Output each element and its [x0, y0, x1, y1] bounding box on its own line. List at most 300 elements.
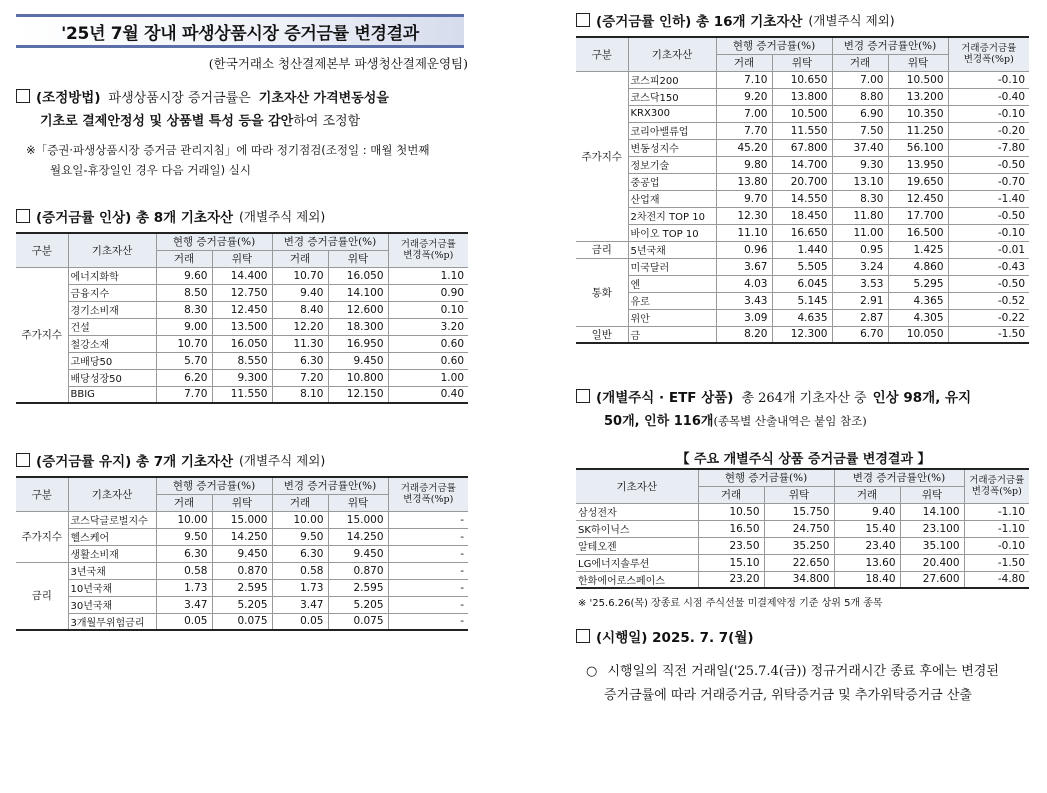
current-trust-cell: 15.000 [212, 511, 272, 528]
delta-cell: - [388, 613, 468, 630]
table-header-row [16, 477, 468, 494]
current-trust-cell: 10.650 [772, 71, 832, 88]
current-trust-cell: 1.440 [772, 241, 832, 258]
current-trust-cell: 67.800 [772, 139, 832, 156]
delta-cell: -0.10 [948, 224, 1029, 241]
changed-trust-cell: 12.150 [328, 386, 388, 403]
changed-trust-cell: 5.295 [888, 275, 948, 292]
delta-cell: 0.60 [388, 335, 468, 352]
document-subtitle: (한국거래소 청산결제본부 파생청산결제운영팀) [208, 56, 468, 71]
changed-trust-cell: 2.595 [328, 579, 388, 596]
changed-trade-cell: 3.53 [832, 275, 888, 292]
decrease-table [576, 36, 1029, 344]
changed-trade-cell: 13.60 [834, 554, 900, 571]
table-row [576, 292, 1029, 309]
changed-trust-cell: 12.600 [328, 301, 388, 318]
current-trade-cell: 9.80 [716, 156, 772, 173]
changed-trade-cell: 7.00 [832, 71, 888, 88]
asset-name-cell: 산업재 [628, 190, 716, 207]
effective-text-2: 증거금률에 따라 거래증거금, 위탁증거금 및 추가위탁증거금 산출 [604, 688, 972, 703]
changed-trade-cell: 7.20 [272, 369, 328, 386]
bullet-circle-icon: ○ [586, 664, 598, 679]
header-changed-trust: 위탁 [328, 494, 388, 511]
current-trade-cell: 9.50 [156, 528, 212, 545]
table-row [576, 571, 1029, 588]
asset-name-cell: 30년국채 [68, 596, 156, 613]
header-changed-trade: 거래 [832, 54, 888, 71]
header-category: 구분 [576, 37, 628, 71]
asset-name-cell: 3개월무위험금리 [68, 613, 156, 630]
changed-trust-cell: 15.000 [328, 511, 388, 528]
changed-trade-cell: 9.40 [272, 284, 328, 301]
changed-trust-cell: 14.100 [328, 284, 388, 301]
changed-trade-cell: 2.91 [832, 292, 888, 309]
stocks-text-2-bold: 50개, 인하 116개 [604, 414, 714, 429]
asset-name-cell: 5년국채 [628, 241, 716, 258]
header-changed-rate: 변경 증거금률안(%) [832, 37, 948, 54]
table-row [576, 554, 1029, 571]
asset-name-cell: 정보기술 [628, 156, 716, 173]
table-row [576, 537, 1029, 554]
asset-name-cell: LG에너지솔루션 [576, 554, 698, 571]
changed-trust-cell: 18.300 [328, 318, 388, 335]
current-trade-cell: 3.43 [716, 292, 772, 309]
delta-cell: - [388, 579, 468, 596]
changed-trust-cell: 17.700 [888, 207, 948, 224]
table-row [576, 105, 1029, 122]
current-trust-cell: 34.800 [764, 571, 834, 588]
stocks-footnote: ※ '25.6.26(목) 장종료 시점 주식선물 미결제약정 기준 상위 5개 종목 [578, 598, 883, 609]
method-text-1: 파생상품시장 증거금률은 [108, 90, 251, 106]
changed-trade-cell: 10.70 [272, 267, 328, 284]
current-trade-cell: 8.50 [156, 284, 212, 301]
asset-name-cell: 유로 [628, 292, 716, 309]
changed-trust-cell: 0.870 [328, 562, 388, 579]
delta-cell: -1.50 [948, 326, 1029, 343]
asset-name-cell: 코리아밸류업 [628, 122, 716, 139]
delta-cell: -0.50 [948, 275, 1029, 292]
asset-name-cell: 10년국채 [68, 579, 156, 596]
delta-cell: -1.10 [964, 520, 1029, 537]
header-current-trust: 위탁 [212, 250, 272, 267]
current-trust-cell: 8.550 [212, 352, 272, 369]
current-trust-cell: 12.450 [212, 301, 272, 318]
delta-cell: 3.20 [388, 318, 468, 335]
changed-trust-cell: 0.075 [328, 613, 388, 630]
table-row [576, 207, 1029, 224]
changed-trade-cell: 0.95 [832, 241, 888, 258]
table-row [576, 309, 1029, 326]
current-trade-cell: 10.00 [156, 511, 212, 528]
asset-name-cell: 배당성장50 [68, 369, 156, 386]
effective-text-1: 시행일의 직전 거래일('25.7.4(금)) 정규거래시간 종료 후에는 변경된 [607, 664, 999, 679]
asset-name-cell: 헬스케어 [68, 528, 156, 545]
current-trade-cell: 8.20 [716, 326, 772, 343]
asset-name-cell: 알테오젠 [576, 537, 698, 554]
current-trust-cell: 11.550 [772, 122, 832, 139]
changed-trade-cell: 11.00 [832, 224, 888, 241]
table-header-row [16, 233, 468, 250]
current-trade-cell: 0.05 [156, 613, 212, 630]
changed-trade-cell: 10.00 [272, 511, 328, 528]
header-changed-trade: 거래 [834, 486, 900, 503]
current-trade-cell: 4.03 [716, 275, 772, 292]
current-trade-cell: 8.30 [156, 301, 212, 318]
delta-cell: -1.10 [964, 503, 1029, 520]
current-trade-cell: 3.47 [156, 596, 212, 613]
current-trade-cell: 7.10 [716, 71, 772, 88]
changed-trust-cell: 27.600 [900, 571, 964, 588]
header-current-rate: 현행 증거금률(%) [156, 477, 272, 494]
table-row [16, 511, 468, 528]
delta-cell: -0.10 [948, 71, 1029, 88]
method-section [16, 86, 389, 106]
asset-name-cell: KRX300 [628, 105, 716, 122]
current-trust-cell: 12.300 [772, 326, 832, 343]
delta-cell: - [388, 511, 468, 528]
checkbox-square-icon [576, 13, 590, 27]
current-trust-cell: 9.300 [212, 369, 272, 386]
header-current-trade: 거래 [716, 54, 772, 71]
current-trust-cell: 14.400 [212, 267, 272, 284]
changed-trust-cell: 4.305 [888, 309, 948, 326]
current-trade-cell: 15.10 [698, 554, 764, 571]
current-trade-cell: 16.50 [698, 520, 764, 537]
changed-trust-cell: 12.450 [888, 190, 948, 207]
header-current-trust: 위탁 [772, 54, 832, 71]
header-changed-trust: 위탁 [888, 54, 948, 71]
delta-cell: -0.40 [948, 88, 1029, 105]
changed-trade-cell: 0.58 [272, 562, 328, 579]
table-row [16, 613, 468, 630]
asset-name-cell: 금 [628, 326, 716, 343]
header-current-trust: 위탁 [764, 486, 834, 503]
maintain-section-heading [16, 450, 325, 470]
header-changed-rate: 변경 증거금률안(%) [272, 233, 388, 250]
method-text-2: 하여 조정함 [293, 114, 361, 129]
changed-trade-cell: 2.87 [832, 309, 888, 326]
changed-trade-cell: 15.40 [834, 520, 900, 537]
current-trade-cell: 23.20 [698, 571, 764, 588]
current-trust-cell: 22.650 [764, 554, 834, 571]
delta-cell: -0.52 [948, 292, 1029, 309]
changed-trade-cell: 8.30 [832, 190, 888, 207]
header-changed-trade: 거래 [272, 250, 328, 267]
table-row [16, 579, 468, 596]
changed-trust-cell: 4.365 [888, 292, 948, 309]
table-row [16, 528, 468, 545]
delta-cell: -7.80 [948, 139, 1029, 156]
header-changed-trust: 위탁 [328, 250, 388, 267]
current-trust-cell: 16.050 [212, 335, 272, 352]
stocks-heading: (개별주식 · ETF 상품) [596, 390, 734, 406]
current-trade-cell: 6.30 [156, 545, 212, 562]
delta-cell: -0.43 [948, 258, 1029, 275]
current-trust-cell: 16.650 [772, 224, 832, 241]
current-trust-cell: 35.250 [764, 537, 834, 554]
delta-cell: -0.10 [948, 105, 1029, 122]
current-trust-cell: 11.550 [212, 386, 272, 403]
asset-name-cell: BBIG [68, 386, 156, 403]
delta-cell: 0.60 [388, 352, 468, 369]
changed-trade-cell: 1.73 [272, 579, 328, 596]
current-trade-cell: 10.70 [156, 335, 212, 352]
effective-section-heading [576, 626, 754, 646]
delta-cell: -0.20 [948, 122, 1029, 139]
increase-heading: (증거금률 인상) 총 8개 기초자산 [36, 210, 234, 226]
changed-trade-cell: 8.40 [272, 301, 328, 318]
current-trade-cell: 3.67 [716, 258, 772, 275]
header-current-trade: 거래 [156, 494, 212, 511]
changed-trade-cell: 6.70 [832, 326, 888, 343]
current-trust-cell: 20.700 [772, 173, 832, 190]
changed-trust-cell: 1.425 [888, 241, 948, 258]
changed-trust-cell: 10.500 [888, 71, 948, 88]
changed-trust-cell: 35.100 [900, 537, 964, 554]
current-trust-cell: 5.145 [772, 292, 832, 309]
table-header-row [576, 37, 1029, 54]
current-trust-cell: 15.750 [764, 503, 834, 520]
header-delta [388, 477, 468, 511]
asset-name-cell: 미국달러 [628, 258, 716, 275]
category-cell: 금리 [576, 241, 628, 258]
changed-trust-cell: 16.950 [328, 335, 388, 352]
delta-cell: -4.80 [964, 571, 1029, 588]
header-asset: 기초자산 [68, 233, 156, 267]
current-trust-cell: 5.505 [772, 258, 832, 275]
effective-line-1 [586, 660, 999, 679]
table-row [576, 173, 1029, 190]
asset-name-cell: 2차전지 TOP 10 [628, 207, 716, 224]
stocks-line-2 [604, 410, 867, 429]
stocks-text-2: (종목별 산출내역은 붙임 참조) [713, 414, 867, 428]
delta-cell: -1.50 [964, 554, 1029, 571]
delta-cell: 1.10 [388, 267, 468, 284]
header-current-rate: 현행 증거금률(%) [716, 37, 832, 54]
changed-trust-cell: 19.650 [888, 173, 948, 190]
asset-name-cell: SK하이닉스 [576, 520, 698, 537]
method-note-1: ※「증권·파생상품시장 증거금 관리지침」에 따라 정기점검(조정일 : 매월 첫번째 [26, 143, 430, 157]
header-delta-line-2: 변경폭(%p) [971, 486, 1022, 498]
header-current-trust: 위탁 [212, 494, 272, 511]
header-changed-trust: 위탁 [900, 486, 964, 503]
delta-cell: - [388, 562, 468, 579]
asset-name-cell: 코스닥150 [628, 88, 716, 105]
table-row [16, 545, 468, 562]
table-row [576, 503, 1029, 520]
table-row [576, 190, 1029, 207]
header-changed-rate: 변경 증거금률안(%) [834, 469, 964, 486]
category-cell: 주가지수 [576, 71, 628, 241]
current-trust-cell: 6.045 [772, 275, 832, 292]
header-changed-rate: 변경 증거금률안(%) [272, 477, 388, 494]
table-row [576, 275, 1029, 292]
current-trade-cell: 12.30 [716, 207, 772, 224]
stocks-text-1: 총 264개 기초자산 중 [741, 390, 867, 406]
table-row [576, 88, 1029, 105]
maintain-heading-note: (개별주식 제외) [239, 453, 326, 468]
current-trust-cell: 5.205 [212, 596, 272, 613]
header-category: 구분 [16, 233, 68, 267]
changed-trade-cell: 37.40 [832, 139, 888, 156]
changed-trade-cell: 11.80 [832, 207, 888, 224]
delta-cell: -0.22 [948, 309, 1029, 326]
asset-name-cell: 생활소비재 [68, 545, 156, 562]
category-cell: 일반 [576, 326, 628, 343]
current-trade-cell: 0.96 [716, 241, 772, 258]
current-trade-cell: 7.00 [716, 105, 772, 122]
decrease-heading-note: (개별주식 제외) [808, 13, 895, 28]
method-note-2: 월요일-휴장일인 경우 다음 거래일) 실시 [50, 163, 252, 177]
header-delta-line-2: 변경폭(%p) [963, 54, 1014, 66]
header-delta-line-2: 변경폭(%p) [403, 494, 454, 506]
current-trade-cell: 1.73 [156, 579, 212, 596]
asset-name-cell: 경기소비재 [68, 301, 156, 318]
delta-cell: - [388, 545, 468, 562]
category-cell: 주가지수 [16, 511, 68, 562]
current-trade-cell: 0.58 [156, 562, 212, 579]
changed-trust-cell: 4.860 [888, 258, 948, 275]
header-delta-line-1: 거래증거금률 [969, 475, 1025, 487]
changed-trade-cell: 8.10 [272, 386, 328, 403]
delta-cell: -0.10 [964, 537, 1029, 554]
asset-name-cell: 엔 [628, 275, 716, 292]
increase-section-heading [16, 206, 325, 226]
current-trade-cell: 7.70 [156, 386, 212, 403]
current-trade-cell: 9.00 [156, 318, 212, 335]
checkbox-square-icon [16, 209, 30, 223]
delta-cell: -0.01 [948, 241, 1029, 258]
current-trust-cell: 0.870 [212, 562, 272, 579]
delta-cell: -0.70 [948, 173, 1029, 190]
changed-trust-cell: 5.205 [328, 596, 388, 613]
current-trust-cell: 14.550 [772, 190, 832, 207]
changed-trade-cell: 3.24 [832, 258, 888, 275]
stocks-text-1-bold: 인상 98개, 유지 [872, 390, 972, 406]
current-trust-cell: 4.635 [772, 309, 832, 326]
header-asset: 기초자산 [628, 37, 716, 71]
changed-trade-cell: 8.80 [832, 88, 888, 105]
current-trust-cell: 14.250 [212, 528, 272, 545]
delta-cell: 0.40 [388, 386, 468, 403]
current-trade-cell: 7.70 [716, 122, 772, 139]
changed-trade-cell: 7.50 [832, 122, 888, 139]
table-row [16, 386, 468, 403]
table-row [576, 241, 1029, 258]
current-trust-cell: 14.700 [772, 156, 832, 173]
asset-name-cell: 금융지수 [68, 284, 156, 301]
header-current-rate: 현행 증거금률(%) [698, 469, 834, 486]
header-delta [964, 469, 1029, 503]
changed-trade-cell: 6.90 [832, 105, 888, 122]
asset-name-cell: 한화에어로스페이스 [576, 571, 698, 588]
table-row [16, 284, 468, 301]
stocks-table [576, 468, 1029, 589]
asset-name-cell: 건설 [68, 318, 156, 335]
changed-trade-cell: 18.40 [834, 571, 900, 588]
table-row [16, 562, 468, 579]
changed-trust-cell: 10.350 [888, 105, 948, 122]
changed-trade-cell: 12.20 [272, 318, 328, 335]
current-trade-cell: 45.20 [716, 139, 772, 156]
changed-trust-cell: 11.250 [888, 122, 948, 139]
header-delta [948, 37, 1029, 71]
current-trust-cell: 10.500 [772, 105, 832, 122]
asset-name-cell: 코스닥글로벌지수 [68, 511, 156, 528]
current-trade-cell: 9.70 [716, 190, 772, 207]
current-trade-cell: 3.09 [716, 309, 772, 326]
checkbox-square-icon [576, 389, 590, 403]
header-category: 구분 [16, 477, 68, 511]
increase-table [16, 232, 468, 404]
maintain-table [16, 476, 468, 631]
changed-trust-cell: 10.800 [328, 369, 388, 386]
changed-trust-cell: 16.500 [888, 224, 948, 241]
category-cell: 통화 [576, 258, 628, 326]
category-cell: 주가지수 [16, 267, 68, 403]
method-heading: (조정방법) [36, 90, 101, 106]
changed-trade-cell: 9.50 [272, 528, 328, 545]
header-delta-line-2: 변경폭(%p) [403, 250, 454, 262]
current-trust-cell: 2.595 [212, 579, 272, 596]
delta-cell: 0.10 [388, 301, 468, 318]
table-row [16, 596, 468, 613]
header-asset: 기초자산 [68, 477, 156, 511]
table-row [576, 139, 1029, 156]
changed-trade-cell: 6.30 [272, 545, 328, 562]
delta-cell: - [388, 596, 468, 613]
table-row [576, 156, 1029, 173]
checkbox-square-icon [16, 89, 30, 103]
delta-cell: -0.50 [948, 207, 1029, 224]
asset-name-cell: 변동성지수 [628, 139, 716, 156]
method-text-1-bold: 기초자산 가격변동성을 [258, 90, 389, 106]
current-trust-cell: 0.075 [212, 613, 272, 630]
current-trade-cell: 9.20 [716, 88, 772, 105]
asset-name-cell: 철강소재 [68, 335, 156, 352]
table-row [16, 352, 468, 369]
delta-cell: 1.00 [388, 369, 468, 386]
changed-trust-cell: 9.450 [328, 545, 388, 562]
category-cell: 금리 [16, 562, 68, 630]
table-row [16, 301, 468, 318]
table-row [576, 326, 1029, 343]
stocks-section-heading [576, 386, 971, 406]
header-delta-line-1: 거래증거금률 [961, 43, 1017, 55]
checkbox-square-icon [576, 629, 590, 643]
asset-name-cell: 코스피200 [628, 71, 716, 88]
changed-trust-cell: 14.250 [328, 528, 388, 545]
changed-trust-cell: 20.400 [900, 554, 964, 571]
delta-cell: -0.50 [948, 156, 1029, 173]
asset-name-cell: 삼성전자 [576, 503, 698, 520]
delta-cell: -1.40 [948, 190, 1029, 207]
changed-trade-cell: 23.40 [834, 537, 900, 554]
delta-cell: 0.90 [388, 284, 468, 301]
table-row [16, 318, 468, 335]
table-row [16, 369, 468, 386]
method-text-2-bold: 기초로 결제안정성 및 상품별 특성 등을 감안 [40, 114, 294, 129]
changed-trust-cell: 16.050 [328, 267, 388, 284]
asset-name-cell: 에너지화학 [68, 267, 156, 284]
changed-trust-cell: 13.200 [888, 88, 948, 105]
current-trade-cell: 5.70 [156, 352, 212, 369]
header-changed-trade: 거래 [272, 494, 328, 511]
changed-trade-cell: 13.10 [832, 173, 888, 190]
header-current-trade: 거래 [698, 486, 764, 503]
changed-trade-cell: 9.40 [834, 503, 900, 520]
current-trust-cell: 13.500 [212, 318, 272, 335]
